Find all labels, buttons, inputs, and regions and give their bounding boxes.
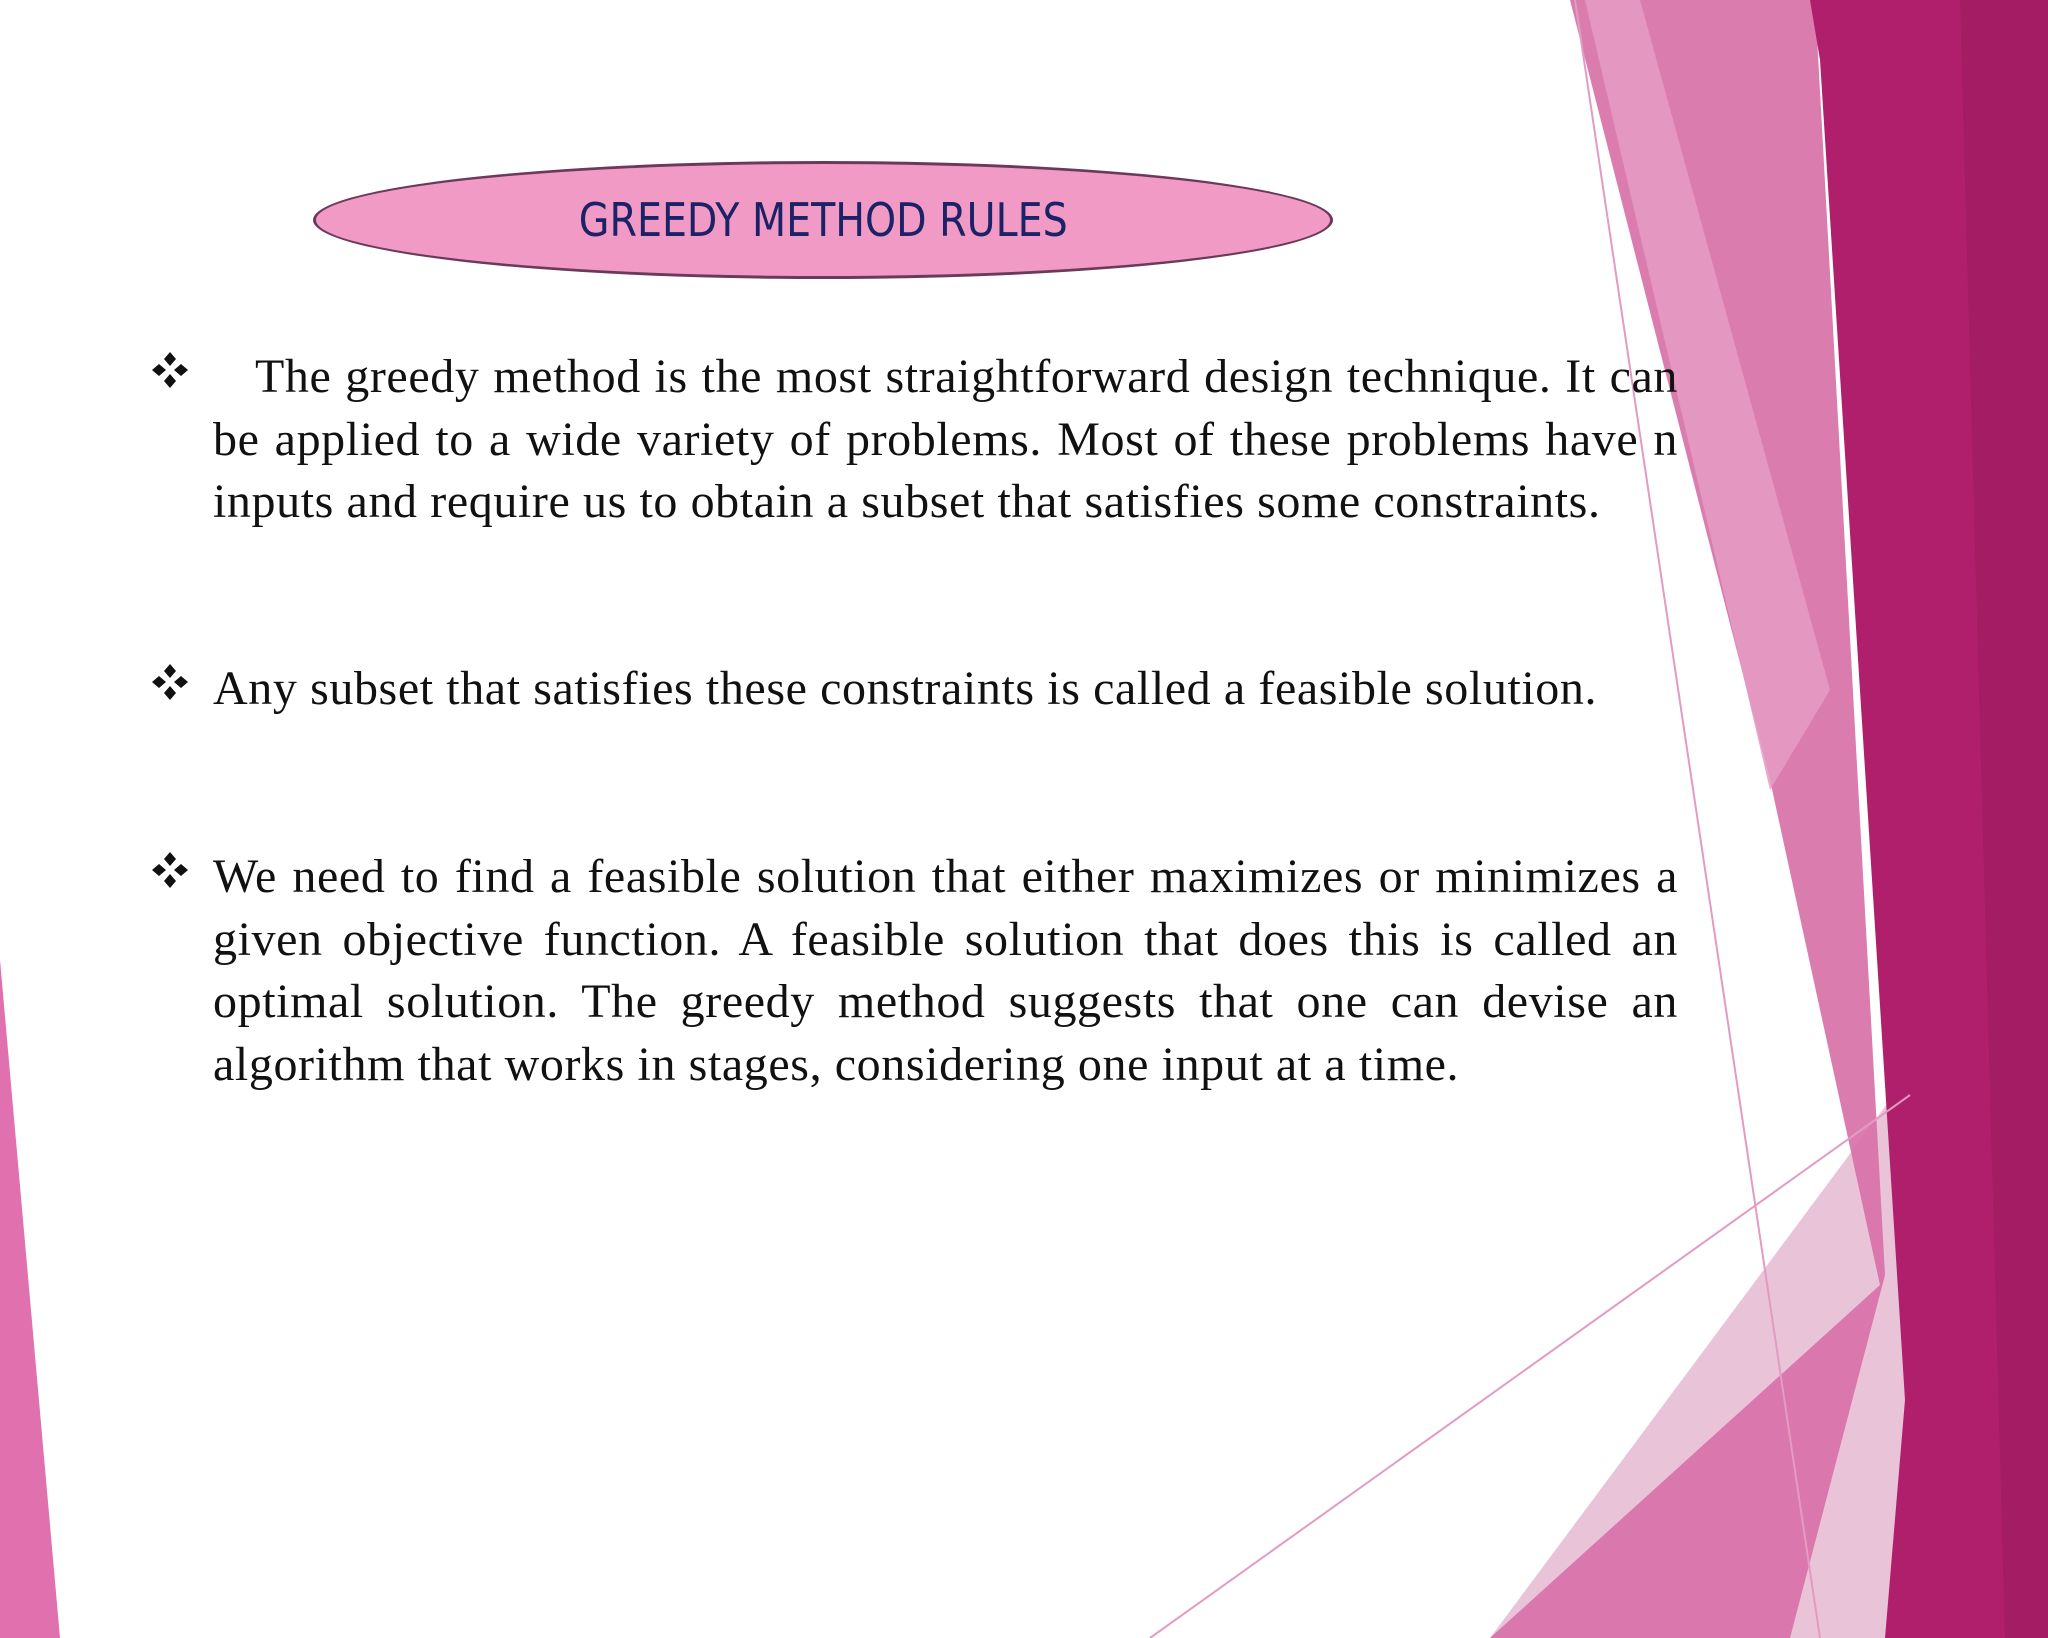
bullet-text: The greedy method is the most straightforward design technique. It can be applied to a wide variety of problems. Most of these problems have n inputs and require us to obtain a subset that satisfies some constraints. [213, 350, 1678, 528]
diamond-bullet-icon [150, 662, 190, 702]
bullet-item [150, 346, 1680, 534]
bullet-item [150, 846, 1680, 1096]
diamond-bullet-icon [150, 850, 190, 890]
slide-title: GREEDY METHOD RULES [578, 193, 1068, 247]
decor-left-wedge [0, 960, 60, 1638]
bullet-text: We need to find a feasible solution that either maximizes or minimizes a given objective function. A feasible solution that does this is called an optimal solution. The greedy method suggests that one can devise an algorithm that works in stages, considering one input at a time. [213, 850, 1678, 1091]
bullet-item [150, 658, 1680, 721]
bullet-text: Any subset that satisfies these constraints is called a feasible solution. [213, 662, 1598, 715]
diamond-bullet-icon [150, 350, 190, 390]
title-oval [313, 161, 1333, 279]
